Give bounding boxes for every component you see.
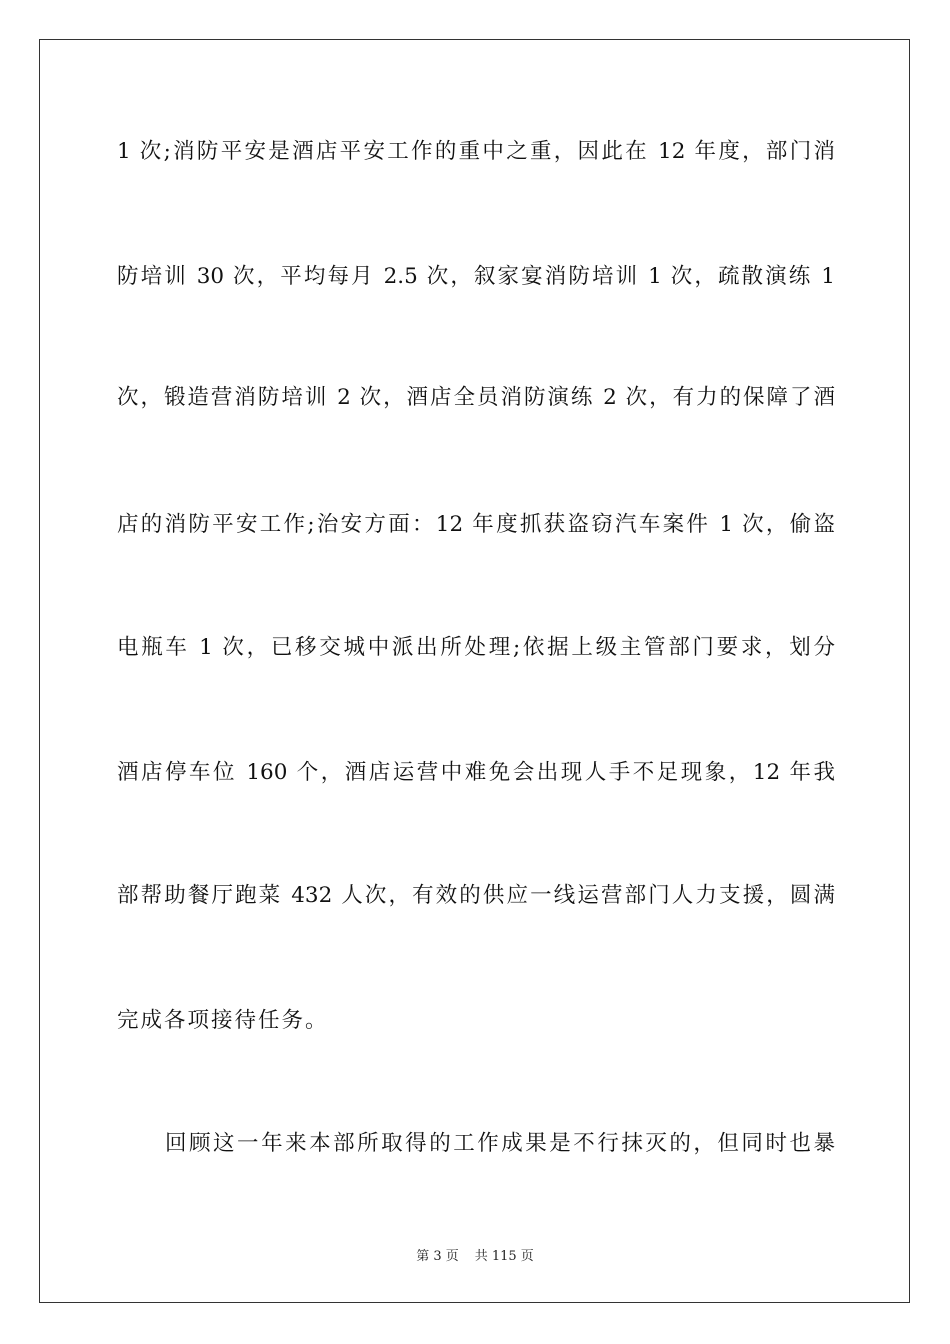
page-footer (0, 1247, 950, 1267)
text-line: 1 次;消防平安是酒店平安工作的重中之重，因此在 12 年度，部门消 (117, 139, 835, 164)
text-line: 防培训 30 次，平均每月 2.5 次，叙家宴消防培训 1 次，疏散演练 1 (117, 264, 835, 289)
text-line: 酒店停车位 160 个，酒店运营中难免会出现人手不足现象，12 年我 (117, 760, 835, 785)
text-line: 次，锻造营消防培训 2 次，酒店全员消防演练 2 次，有力的保障了酒 (117, 385, 835, 410)
page-border (39, 39, 910, 1303)
page-total: 共 115 页 (474, 1249, 534, 1264)
paragraph-start-line: 回顾这一年来本部所取得的工作成果是不行抹灭的，但同时也暴 (165, 1131, 835, 1156)
page-number: 第 3 页 (416, 1249, 459, 1264)
text-line: 完成各项接待任务。 (117, 1008, 329, 1033)
text-line: 店的消防平安工作;治安方面：12 年度抓获盗窃汽车案件 1 次，偷盗 (117, 512, 835, 537)
text-line: 电瓶车 1 次，已移交城中派出所处理;依据上级主管部门要求，划分 (117, 635, 835, 660)
text-line: 部帮助餐厅跑菜 432 人次，有效的供应一线运营部门人力支援，圆满 (117, 883, 835, 908)
